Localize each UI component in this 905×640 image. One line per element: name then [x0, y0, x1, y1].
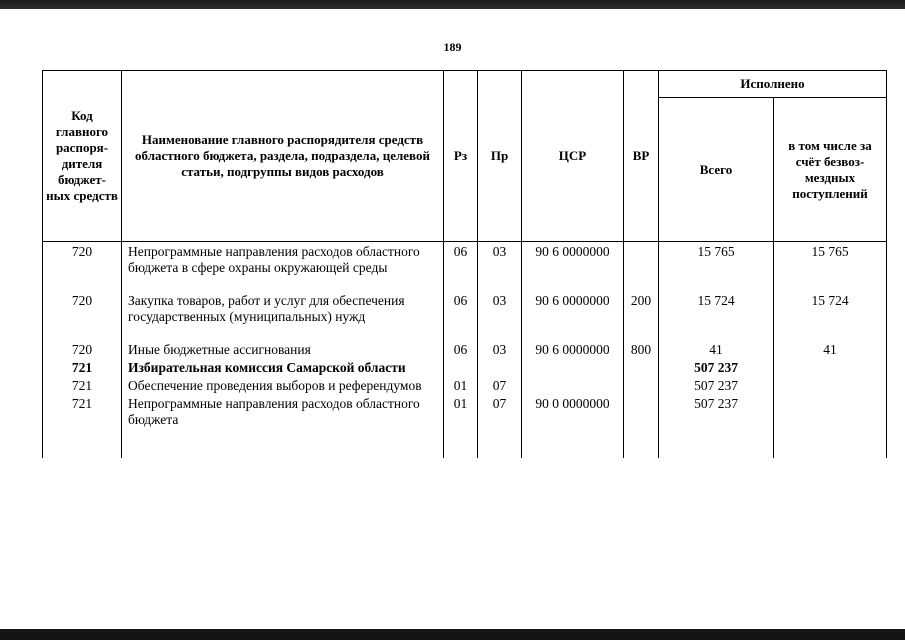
cell-name: Иные бюджетные ассигнования: [122, 342, 444, 360]
cell-code: 720: [43, 293, 122, 342]
header-code: Код главного распоря-дителя бюджет-ных средств: [43, 71, 122, 242]
cell-total: 507 237: [659, 378, 774, 396]
header-vr: ВР: [624, 71, 659, 242]
cell-rz: [444, 360, 478, 378]
cell-code: 720: [43, 342, 122, 360]
table-row: [43, 342, 887, 360]
cell-incl: [774, 360, 887, 378]
cell-incl: [774, 378, 887, 396]
cell-total: 15 765: [659, 242, 774, 294]
header-rz: Рз: [444, 71, 478, 242]
cell-csr: 90 6 0000000: [522, 242, 624, 294]
cell-rz: 01: [444, 396, 478, 458]
table-row: [43, 378, 887, 396]
cell-name: Непрограммные направления расходов областного бюджета: [122, 396, 444, 458]
cell-rz: 01: [444, 378, 478, 396]
cell-incl: 41: [774, 342, 887, 360]
cell-name: Избирательная комиссия Самарской области: [122, 360, 444, 378]
cell-pr: 03: [478, 342, 522, 360]
header-name: Наименование главного распорядителя средств областного бюджета, раздела, подраздела, целевой статьи, подгруппы видов расходов: [122, 71, 444, 242]
table-row: [43, 360, 887, 378]
scan-border-bottom: [0, 629, 905, 640]
cell-csr: [522, 378, 624, 396]
cell-pr: 03: [478, 242, 522, 294]
budget-table: [42, 70, 887, 458]
cell-pr: [478, 360, 522, 378]
table-header: [43, 71, 887, 242]
cell-vr: 200: [624, 293, 659, 342]
cell-rz: 06: [444, 342, 478, 360]
cell-incl: 15 724: [774, 293, 887, 342]
header-executed: Исполнено: [659, 71, 887, 98]
cell-csr: [522, 360, 624, 378]
header-total: Всего: [659, 98, 774, 242]
scan-border-top: [0, 0, 905, 9]
header-pr: Пр: [478, 71, 522, 242]
cell-name: Обеспечение проведения выборов и референдумов: [122, 378, 444, 396]
cell-csr: 90 6 0000000: [522, 293, 624, 342]
cell-incl: [774, 396, 887, 458]
table-row: [43, 396, 887, 458]
cell-code: 721: [43, 396, 122, 458]
cell-total: 41: [659, 342, 774, 360]
cell-vr: [624, 360, 659, 378]
cell-code: 721: [43, 360, 122, 378]
page-number: 189: [443, 40, 462, 54]
cell-vr: [624, 396, 659, 458]
cell-csr: 90 6 0000000: [522, 342, 624, 360]
cell-name: Непрограммные направления расходов областного бюджета в сфере охраны окружающей среды: [122, 242, 444, 294]
cell-rz: 06: [444, 242, 478, 294]
table-row: [43, 242, 887, 294]
cell-name: Закупка товаров, работ и услуг для обеспечения государственных (муниципальных) нужд: [122, 293, 444, 342]
cell-csr: 90 0 0000000: [522, 396, 624, 458]
table-row: [43, 293, 887, 342]
cell-total: 507 237: [659, 360, 774, 378]
header-incl: в том числе за счёт безвоз-мездных поступлений: [774, 98, 887, 242]
cell-code: 721: [43, 378, 122, 396]
cell-pr: 03: [478, 293, 522, 342]
cell-pr: 07: [478, 396, 522, 458]
header-csr: ЦСР: [522, 71, 624, 242]
cell-pr: 07: [478, 378, 522, 396]
cell-incl: 15 765: [774, 242, 887, 294]
table-body: [43, 242, 887, 459]
cell-vr: [624, 242, 659, 294]
cell-vr: 800: [624, 342, 659, 360]
cell-code: 720: [43, 242, 122, 294]
cell-total: 507 237: [659, 396, 774, 458]
cell-vr: [624, 378, 659, 396]
cell-rz: 06: [444, 293, 478, 342]
cell-total: 15 724: [659, 293, 774, 342]
